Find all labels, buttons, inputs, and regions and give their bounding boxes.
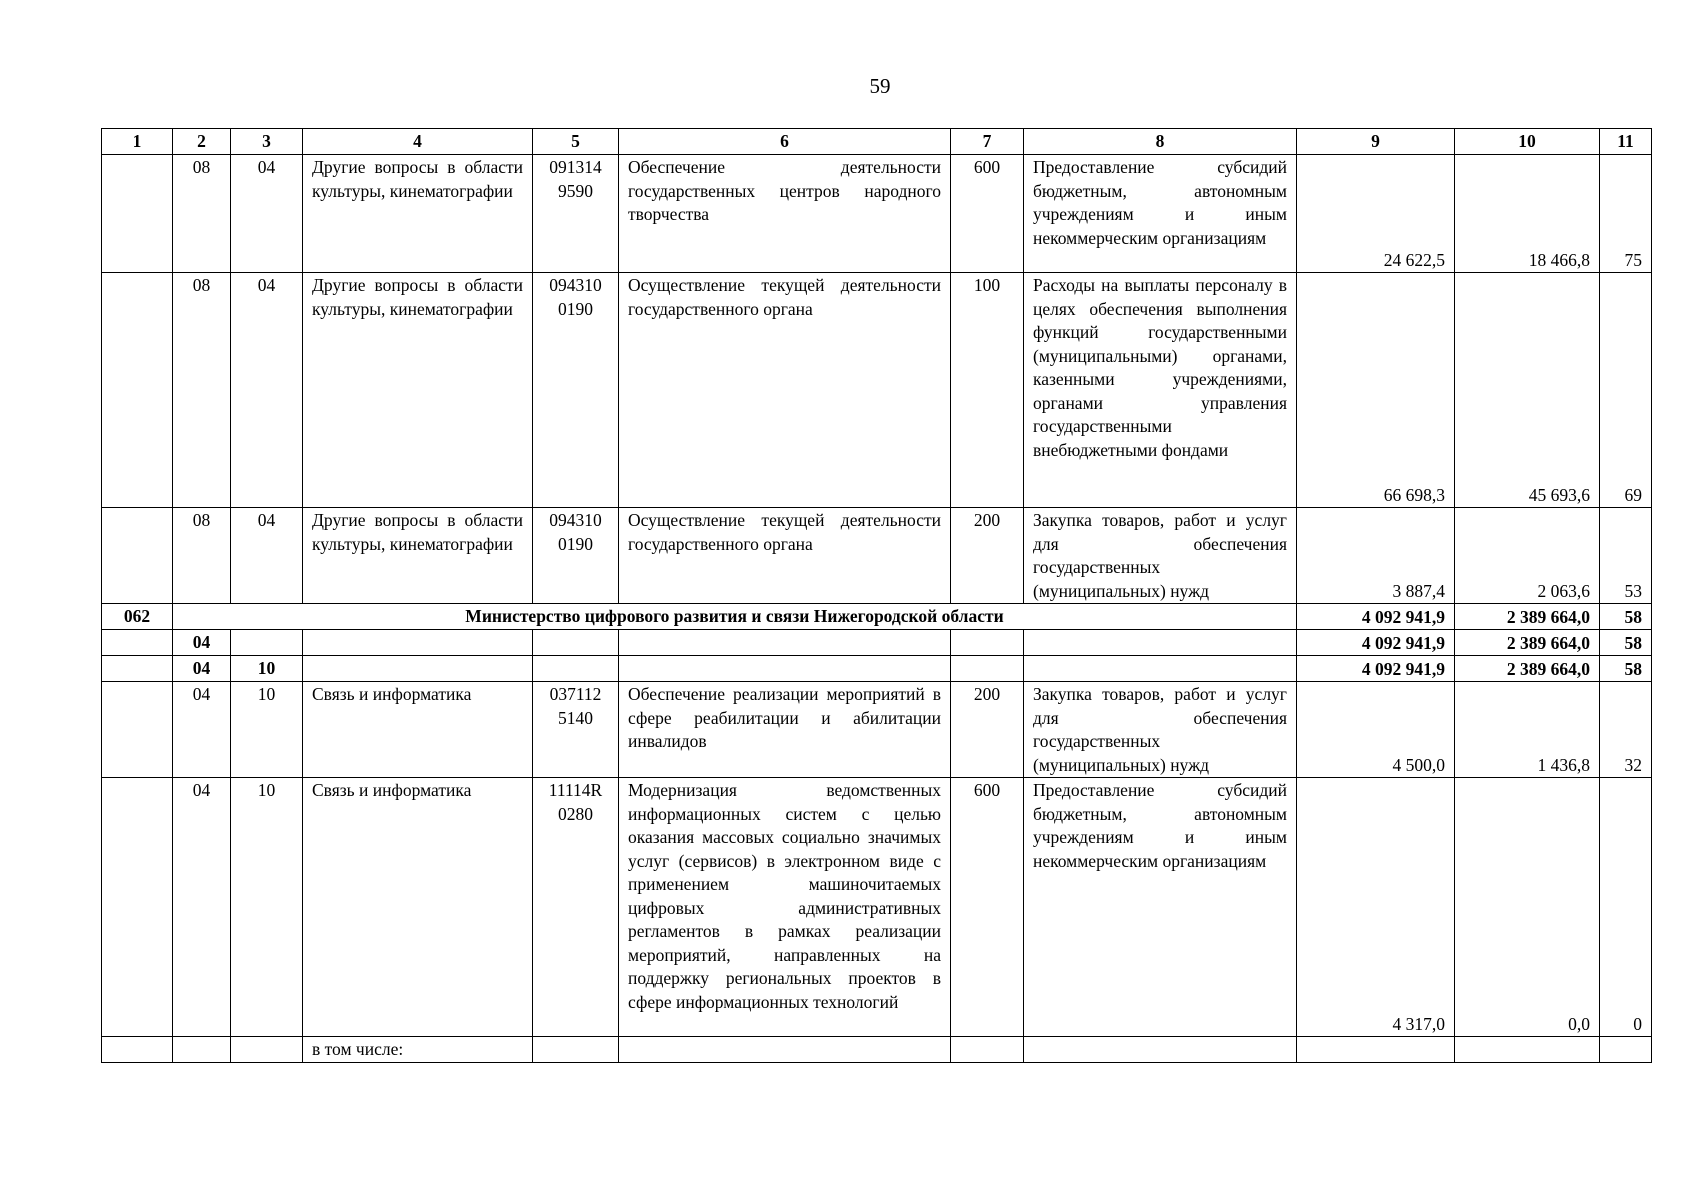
cell-section: 08 — [173, 508, 231, 604]
cell-section: 04 — [173, 682, 231, 778]
cell-plan: 4 317,0 — [1297, 778, 1455, 1037]
cell-subsection — [231, 630, 303, 656]
cell-actual: 45 693,6 — [1455, 273, 1600, 508]
cell-article-name: Осуществление текущей деятельности государственного органа — [619, 273, 951, 508]
column-header: 7 — [951, 129, 1024, 155]
cell-name — [303, 630, 533, 656]
cell-article-name: Обеспечение реализации мероприятий в сфере реабилитации и абилитации инвалидов — [619, 682, 951, 778]
cell-name — [303, 656, 533, 682]
column-header: 11 — [1600, 129, 1652, 155]
cell-expense-name: Закупка товаров, работ и услуг для обеспечения государственных (муниципальных) нужд — [1024, 508, 1297, 604]
cell-subsection: 10 — [231, 656, 303, 682]
cell-code — [102, 273, 173, 508]
cell-expense-type: 600 — [951, 155, 1024, 273]
cell-plan — [1297, 1037, 1455, 1063]
cell-section: 04 — [173, 630, 231, 656]
cell-actual: 0,0 — [1455, 778, 1600, 1037]
cell-subsection: 04 — [231, 508, 303, 604]
cell-actual: 2 389 664,0 — [1455, 604, 1600, 630]
cell-expense-type — [951, 1037, 1024, 1063]
cell-plan: 3 887,4 — [1297, 508, 1455, 604]
cell-percent: 75 — [1600, 155, 1652, 273]
cell-article-name: Модернизация ведомственных информационных систем с целью оказания массовых социально значимых услуг (сервисов) в электронном виде с применением машиночитаемых цифровых административных регламентов в рамках реализации мероприятий, направленных на поддержку региональных проектов в сфере информационных технологий — [619, 778, 951, 1037]
cell-name: Другие вопросы в области культуры, кинематографии — [303, 508, 533, 604]
cell-percent: 69 — [1600, 273, 1652, 508]
column-header: 1 — [102, 129, 173, 155]
cell-expense-type: 200 — [951, 508, 1024, 604]
cell-article-name — [619, 630, 951, 656]
page-number: 59 — [869, 74, 891, 98]
cell-expense-type: 600 — [951, 778, 1024, 1037]
cell-name: Другие вопросы в области культуры, кинематографии — [303, 273, 533, 508]
column-header: 8 — [1024, 129, 1297, 155]
cell-article-name: Осуществление текущей деятельности государственного органа — [619, 508, 951, 604]
column-header: 2 — [173, 129, 231, 155]
cell-target-article — [533, 1037, 619, 1063]
section-total-row — [102, 630, 1652, 656]
column-header: 10 — [1455, 129, 1600, 155]
table-row — [102, 273, 1652, 508]
column-header: 3 — [231, 129, 303, 155]
cell-code — [102, 778, 173, 1037]
cell-actual — [1455, 1037, 1600, 1063]
subsection-total-row — [102, 656, 1652, 682]
cell-actual: 2 389 664,0 — [1455, 630, 1600, 656]
cell-subsection: 04 — [231, 273, 303, 508]
cell-target-article: 094310 0190 — [533, 508, 619, 604]
cell-name: Связь и информатика — [303, 778, 533, 1037]
cell-percent: 32 — [1600, 682, 1652, 778]
cell-actual: 1 436,8 — [1455, 682, 1600, 778]
table-row — [102, 1037, 1652, 1063]
cell-percent: 58 — [1600, 604, 1652, 630]
cell-expense-type: 100 — [951, 273, 1024, 508]
cell-code — [102, 508, 173, 604]
cell-section: 08 — [173, 155, 231, 273]
cell-article-name — [619, 1037, 951, 1063]
cell-section — [173, 1037, 231, 1063]
cell-expense-name — [1024, 630, 1297, 656]
cell-expense-name: Закупка товаров, работ и услуг для обеспечения государственных (муниципальных) нужд — [1024, 682, 1297, 778]
cell-code — [102, 630, 173, 656]
ministry-row — [102, 604, 1652, 630]
cell-section: 04 — [173, 778, 231, 1037]
cell-expense-name: Предоставление субсидий бюджетным, автономным учреждениям и иным некоммерческим организациям — [1024, 155, 1297, 273]
column-header: 5 — [533, 129, 619, 155]
cell-name: Связь и информатика — [303, 682, 533, 778]
cell-subsection: 10 — [231, 778, 303, 1037]
column-header: 9 — [1297, 129, 1455, 155]
cell-plan: 4 092 941,9 — [1297, 630, 1455, 656]
cell-code — [102, 656, 173, 682]
cell-target-article: 11114R 0280 — [533, 778, 619, 1037]
cell-target-article: 037112 5140 — [533, 682, 619, 778]
table-row — [102, 155, 1652, 273]
cell-expense-type — [951, 630, 1024, 656]
cell-target-article: 091314 9590 — [533, 155, 619, 273]
cell-subsection: 04 — [231, 155, 303, 273]
cell-article-name — [619, 656, 951, 682]
cell-target-article: 094310 0190 — [533, 273, 619, 508]
cell-expense-name: Предоставление субсидий бюджетным, автономным учреждениям и иным некоммерческим организациям — [1024, 778, 1297, 1037]
cell-actual: 2 389 664,0 — [1455, 656, 1600, 682]
table-row — [102, 778, 1652, 1037]
cell-percent: 53 — [1600, 508, 1652, 604]
cell-actual: 2 063,6 — [1455, 508, 1600, 604]
cell-percent: 0 — [1600, 778, 1652, 1037]
cell-article-name: Обеспечение деятельности государственных центров народного творчества — [619, 155, 951, 273]
cell-name: Другие вопросы в области культуры, кинематографии — [303, 155, 533, 273]
budget-table — [101, 128, 1652, 1063]
cell-subsection: 10 — [231, 682, 303, 778]
column-header: 4 — [303, 129, 533, 155]
cell-percent: 58 — [1600, 630, 1652, 656]
cell-percent — [1600, 1037, 1652, 1063]
cell-target-article — [533, 630, 619, 656]
cell-code — [102, 1037, 173, 1063]
ministry-name: Министерство цифрового развития и связи Нижегородской области — [173, 604, 1297, 630]
cell-actual: 18 466,8 — [1455, 155, 1600, 273]
cell-expense-name: Расходы на выплаты персоналу в целях обеспечения выполнения функций государственными (муниципальными) органами, казенными учреждениями, органами управления государственными внебюджетными фондами — [1024, 273, 1297, 508]
cell-target-article — [533, 656, 619, 682]
cell-plan: 4 092 941,9 — [1297, 656, 1455, 682]
cell-code: 062 — [102, 604, 173, 630]
table-row — [102, 508, 1652, 604]
cell-expense-type — [951, 656, 1024, 682]
cell-plan: 66 698,3 — [1297, 273, 1455, 508]
cell-percent: 58 — [1600, 656, 1652, 682]
cell-expense-type: 200 — [951, 682, 1024, 778]
cell-expense-name — [1024, 656, 1297, 682]
cell-section: 08 — [173, 273, 231, 508]
cell-plan: 4 500,0 — [1297, 682, 1455, 778]
table-row — [102, 682, 1652, 778]
cell-plan: 4 092 941,9 — [1297, 604, 1455, 630]
cell-code — [102, 155, 173, 273]
cell-subsection — [231, 1037, 303, 1063]
cell-plan: 24 622,5 — [1297, 155, 1455, 273]
column-header-row — [102, 129, 1652, 155]
cell-code — [102, 682, 173, 778]
cell-expense-name — [1024, 1037, 1297, 1063]
cell-section: 04 — [173, 656, 231, 682]
column-header: 6 — [619, 129, 951, 155]
cell-name: в том числе: — [303, 1037, 533, 1063]
